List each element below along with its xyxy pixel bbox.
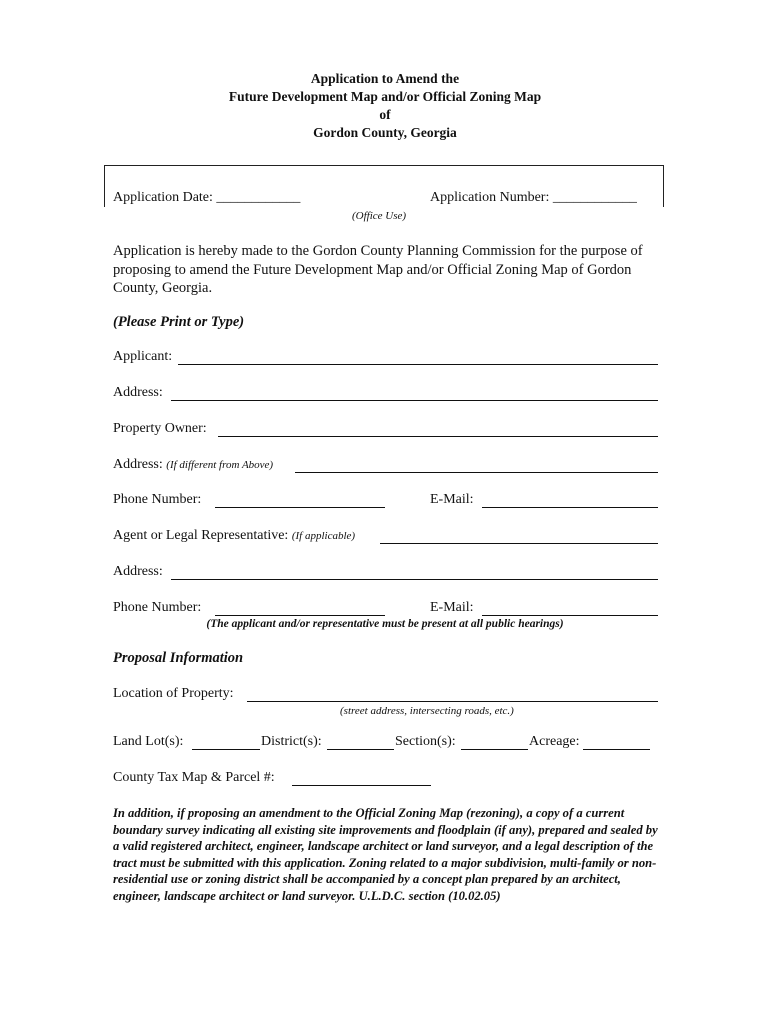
address-label-3: Address: [113,564,163,579]
address-label-2: Address: (If different from Above) [113,457,274,472]
print-note: (Please Print or Type) [113,314,245,330]
phone-label-2: Phone Number: [113,600,202,615]
application-number-label: Application Number: ____________ [430,190,637,205]
section-field[interactable] [461,735,528,750]
applicant-label: Applicant: [113,349,173,364]
property-owner-label: Property Owner: [113,421,207,436]
office-use-note: (Office Use) [352,210,407,222]
agent-label: Agent or Legal Representative: (If applicable) [113,528,356,543]
intro-paragraph: Application is hereby made to the Gordon County Planning Commission for the purpose of proposing to amend the Future Development Map and/or Official Zoning Map of Gordon County, Georgia. [113,243,643,296]
acreage-label: Acreage: [529,734,580,749]
location-note: (street address, intersecting roads, etc.) [340,705,514,717]
land-lot-field[interactable] [192,735,260,750]
district-label: District(s): [261,734,322,749]
acreage-field[interactable] [583,735,650,750]
title-line-2: Future Development Map and/or Official Zoning Map [228,89,542,104]
applicant-field[interactable] [178,350,658,365]
agent-field[interactable] [380,529,658,544]
email-label-2: E-Mail: [430,600,474,615]
location-label: Location of Property: [113,686,234,701]
closing-paragraph: In addition, if proposing an amendment to the Official Zoning Map (rezoning), a copy of a current boundary survey indicating all existing site improvements and floodplain (if any), prepared and sealed by a valid registered architect, engineer, landscape architect or land surveyor, and a legal description of the tract must be submitted with this application. Zoning related to a major subdivision, multi-family or non-residential use or zoning district shall be accompanied by a concept plan prepared by an architect, engineer, landscape architect or land surveyor. U.L.D.C. section (10.02.05) [113,806,658,903]
title-line-3: of [379,107,391,122]
district-field[interactable] [327,735,394,750]
application-number-blank[interactable]: ____________ [552,190,637,205]
phone-field-1[interactable] [215,493,385,508]
land-lot-label: Land Lot(s): [113,734,184,749]
address-field-2[interactable] [295,458,658,473]
title-line-4: Gordon County, Georgia [313,125,457,140]
phone-label-1: Phone Number: [113,492,202,507]
hearing-note: (The applicant and/or representative must be present at all public hearings) [206,618,564,630]
address-field-3[interactable] [171,565,658,580]
address-field-1[interactable] [171,386,658,401]
email-field-1[interactable] [482,493,658,508]
email-field-2[interactable] [482,601,658,616]
section-label: Section(s): [395,734,456,749]
phone-field-2[interactable] [215,601,385,616]
email-label-1: E-Mail: [430,492,474,507]
proposal-heading: Proposal Information [113,650,244,666]
agent-note: (If applicable) [291,530,356,542]
title-line-1: Application to Amend the [310,71,460,86]
application-date-blank[interactable]: ____________ [216,190,301,205]
address-2-note: (If different from Above) [166,459,274,471]
application-date-label: Application Date: ____________ [113,190,301,205]
property-owner-field[interactable] [218,422,658,437]
location-field[interactable] [247,687,658,702]
tax-map-label: County Tax Map & Parcel #: [113,770,275,785]
address-label-1: Address: [113,385,163,400]
tax-map-field[interactable] [292,771,431,786]
